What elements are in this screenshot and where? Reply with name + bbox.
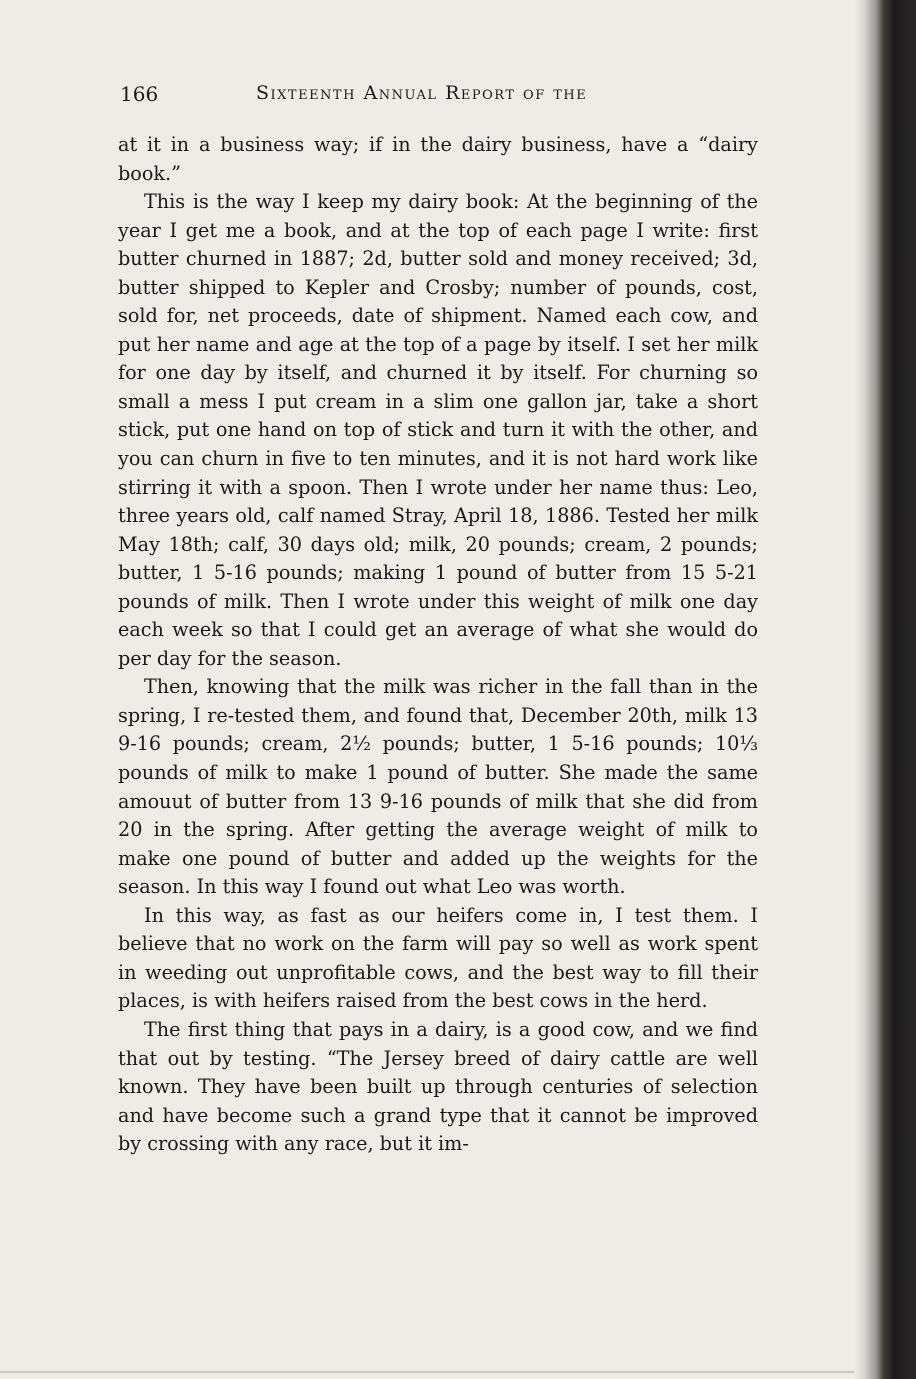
paragraph-retest: Then, knowing that the milk was richer in the fall than in the spring, I re-tested them, and found that, December 20th, milk 13 9-16 pounds; cream, 2½ pounds; butter, 1 5-16 pounds; 10⅓ pounds of milk to make 1 pound of butter. She made the same amouut of butter from 13 9-16 pounds of milk that she did from 20 in the spring. After getting the average weight of milk to make one pound of butter and added up the weights for the season. In this way I found out what Leo was worth. [118, 675, 758, 899]
body-text [118, 131, 758, 1159]
book-spine-shadow [854, 0, 916, 1379]
running-head: Sixteenth Annual Report of the [256, 82, 588, 104]
page-number: 166 [120, 82, 159, 106]
paragraph-jersey: The first thing that pays in a dairy, is a good cow, and we find that out by testing. “The Jersey breed of dairy cattle are well known. They have been built up through centuries of selection and have become such a grand type that it cannot be improved by crossing with any race, but it im- [118, 1017, 758, 1156]
page-header [120, 82, 760, 112]
page-bottom-edge [0, 1371, 854, 1373]
paragraph-continuation: at it in a business way; if in the dairy business, have a “dairy book.” [118, 133, 758, 185]
paragraph-dairy-book: This is the way I keep my dairy book: At the beginning of the year I get me a book, and at the top of each page I write: first butter churned in 1887; 2d, butter sold and money received; 3d, butter shipped to Kepler and Crosby; number of pounds, cost, sold for, net proceeds, date of shipment. Named each cow, and put her name and age at the top of a page by itself. I set her milk for one day by itself, and churned it by itself. For churning so small a mess I put cream in a slim one gallon jar, take a short stick, put one hand on top of stick and turn it with the other, and you can churn in five to ten minutes, and it is not hard work like stirring it with a spoon. Then I wrote under her name thus: Leo, three years old, calf named Stray, April 18, 1886. Tested her milk May 18th; calf, 30 days old; milk, 20 pounds; cream, 2 pounds; butter, 1 5-16 pounds; making 1 pound of butter from 15 5-21 pounds of milk. Then I wrote under this weight of milk one day each week so that I could get an average of what she would do per day for the season. [118, 190, 758, 670]
paragraph-heifers: In this way, as fast as our heifers come in, I test them. I believe that no work on the farm will pay so well as work spent in weeding out unprofitable cows, and the best way to fill their places, is with heifers raised from the best cows in the herd. [118, 903, 758, 1013]
